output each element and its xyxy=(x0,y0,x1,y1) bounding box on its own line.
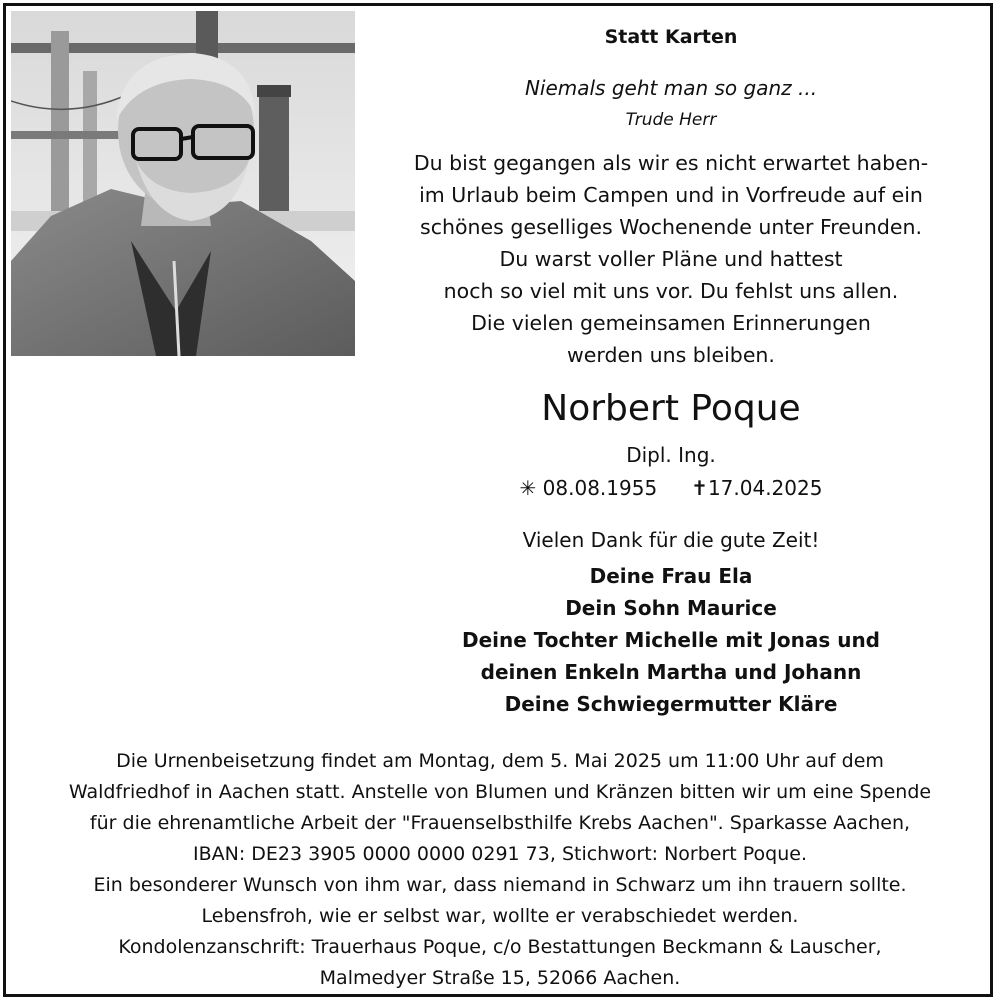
birth-date-group xyxy=(520,476,658,500)
poem-line: noch so viel mit uns vor. Du fehlst uns allen. xyxy=(443,279,899,303)
poem-line: Die vielen gemeinsamen Erinnerungen xyxy=(471,311,871,335)
family-member: Deine Tochter Michelle mit Jonas und xyxy=(461,628,880,652)
family-member: Deine Frau Ela xyxy=(589,564,753,588)
notice-line: Waldfriedhof in Aachen statt. Anstelle von Blumen und Kränzen bitten wir um eine Spende xyxy=(68,781,932,803)
deceased-name: Norbert Poque xyxy=(541,388,801,429)
death-date-group xyxy=(691,476,822,500)
quote-author: Trude Herr xyxy=(625,110,717,130)
poem-line: werden uns bleiben. xyxy=(567,343,775,367)
poem-line: Du warst voller Pläne und hattest xyxy=(499,247,843,271)
poem-line: Du bist gegangen als wir es nicht erwartet haben- xyxy=(413,151,929,175)
deceased-title: Dipl. Ing. xyxy=(626,443,716,467)
notice-line: für die ehrenamtliche Arbeit der "Frauenselbsthilfe Krebs Aachen". Sparkasse Aachen, xyxy=(89,812,911,834)
poem xyxy=(351,147,991,371)
notice-line: Lebensfroh, wie er selbst war, wollte er verabschiedet werden. xyxy=(201,905,799,927)
family-list xyxy=(351,560,991,720)
birth-star-icon: ✳ xyxy=(519,476,537,500)
main-text-column xyxy=(351,6,991,746)
notice-line: Malmedyer Straße 15, 52066 Aachen. xyxy=(319,967,681,989)
family-member: Deine Schwiegermutter Kläre xyxy=(504,692,838,716)
heading: Statt Karten xyxy=(604,26,738,48)
portrait-photo xyxy=(11,11,355,356)
funeral-notice xyxy=(12,746,988,994)
family-member: Dein Sohn Maurice xyxy=(565,596,777,620)
death-date: 17.04.2025 xyxy=(707,476,823,500)
thanks-line: Vielen Dank für die gute Zeit! xyxy=(522,528,820,552)
birth-date: 08.08.1955 xyxy=(542,476,658,500)
notice-line: Ein besonderer Wunsch von ihm war, dass niemand in Schwarz um ihn trauern sollte. xyxy=(93,874,907,896)
portrait-illustration xyxy=(11,11,355,356)
notice-line: IBAN: DE23 3905 0000 0000 0291 73, Stichwort: Norbert Poque. xyxy=(192,843,808,865)
poem-line: im Urlaub beim Campen und in Vorfreude auf ein xyxy=(419,183,923,207)
death-cross-icon: ✝ xyxy=(691,476,708,500)
obituary-frame xyxy=(3,3,993,997)
life-dates xyxy=(351,476,991,500)
quote: Niemals geht man so ganz ... xyxy=(524,76,818,100)
notice-line: Kondolenzanschrift: Trauerhaus Poque, c/o Bestattungen Beckmann & Lauscher, xyxy=(118,936,882,958)
poem-line: schönes geselliges Wochenende unter Freunden. xyxy=(420,215,922,239)
family-member: deinen Enkeln Martha und Johann xyxy=(480,660,862,684)
notice-line: Die Urnenbeisetzung findet am Montag, dem 5. Mai 2025 um 11:00 Uhr auf dem xyxy=(116,750,884,772)
